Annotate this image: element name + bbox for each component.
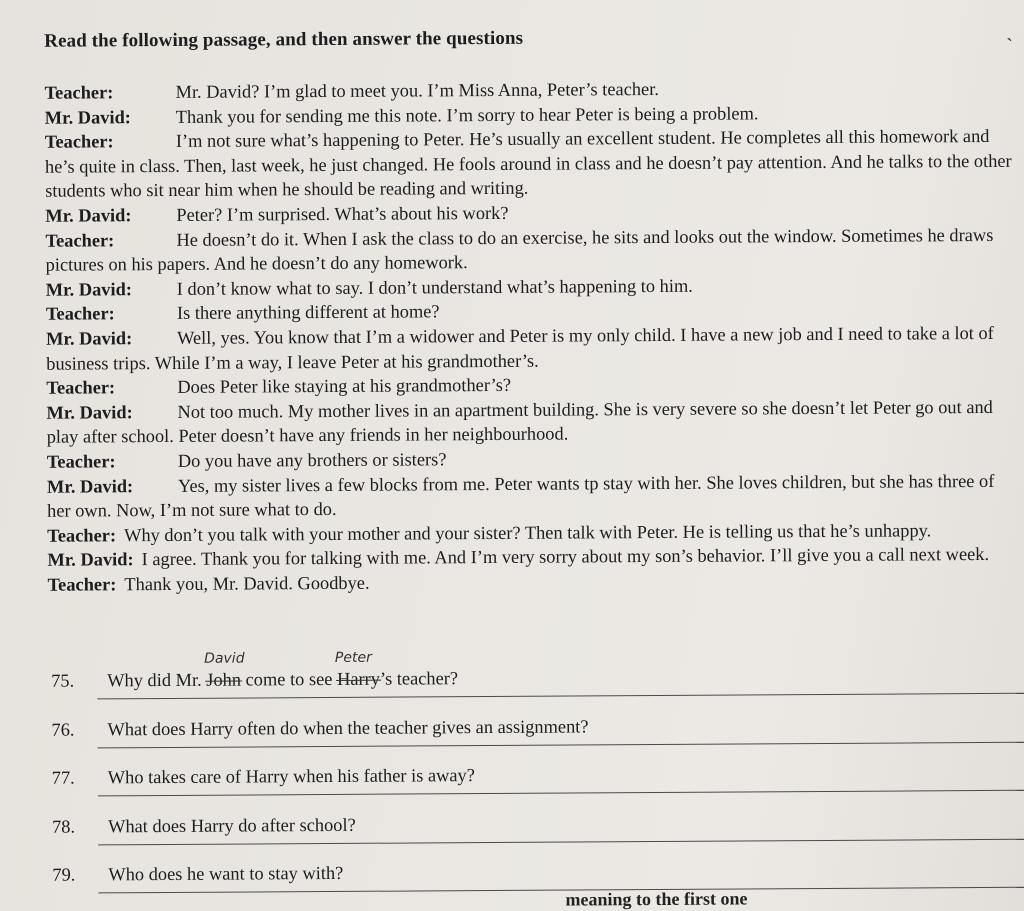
dialogue-text: Thank you for sending me this note. I’m sorry to hear Peter is being a problem. <box>175 102 759 127</box>
dialogue-text: Well, yes. You know that I’m a widower and Peter is my only child. I have a new job and I need to take a lot of business trips. While I’m a way, I leave Peter at his grandmother’s. <box>46 322 994 374</box>
answer-line[interactable] <box>98 887 1024 894</box>
dialogue-text: I don’t know what to say. I don’t understand what’s happening to him. <box>176 275 693 299</box>
dialogue-turn <box>46 395 1018 450</box>
question-item <box>52 782 1024 836</box>
speaker-label: Teacher: <box>45 303 115 325</box>
dialogue-text: Thank you, Mr. David. Goodbye. <box>124 572 370 595</box>
question-text: Who does he want to stay with? <box>108 862 344 885</box>
dialogue-turn <box>46 321 1018 376</box>
crossed-out-word <box>334 649 380 690</box>
speaker-label: Mr. David: <box>45 205 132 226</box>
question-item <box>52 831 1024 885</box>
question-text: What does Harry do after school? <box>107 814 356 836</box>
dialogue-passage <box>44 75 1019 597</box>
speaker-label: Mr. David: <box>44 106 131 128</box>
struck-word: Harry <box>336 668 380 689</box>
question-item <box>51 637 1024 691</box>
dialogue-text: Do you have any brothers or sisters? <box>177 449 447 471</box>
question-number: 75. <box>51 670 75 691</box>
handwritten-correction: David <box>204 650 245 667</box>
dialogue-text: Is there anything different at home? <box>176 301 440 324</box>
speaker-label: Mr. David: <box>47 549 134 571</box>
dialogue-text: Peter? I’m surprised. What’s about his work? <box>176 202 509 225</box>
dialogue-text: Why don’t you talk with your mother and your sister? Then talk with Peter. He is telling us that he’s unhappy. <box>123 520 932 545</box>
dialogue-turn <box>47 567 1019 598</box>
question-text: Who takes care of Harry when his father is away? <box>107 765 475 788</box>
dialogue-text: Yes, my sister lives a few blocks from me. Peter wants tp stay with her. She loves children, but she has three of her own. Now, I’m not sure what to do. <box>47 470 995 521</box>
question-item <box>52 734 1024 788</box>
dialogue-turn <box>45 222 1017 277</box>
question-text-part: come to see <box>240 668 338 690</box>
speaker-label: Teacher: <box>45 229 115 251</box>
pen-mark: ˎ <box>1006 19 1013 42</box>
speaker-label: Mr. David: <box>45 278 133 300</box>
speaker-label: Teacher: <box>46 451 116 472</box>
question-number: 78. <box>51 816 76 837</box>
question-text-part: ’s teacher? <box>379 668 459 689</box>
dialogue-text: He doesn’t do it. When I ask the class to do an exercise, he sits and looks out the window. Sometimes he draws pictures on his papers. And he doesn’t do any homework. <box>45 224 994 275</box>
question-text: What does Harry often do when the teacher gives an assignment? <box>107 715 589 739</box>
speaker-label: Teacher: <box>46 377 116 398</box>
question-item <box>51 685 1024 739</box>
dialogue-turn <box>45 124 1017 204</box>
struck-word: John <box>206 669 242 690</box>
question-list <box>51 637 1024 885</box>
speaker-label: Mr. David: <box>46 328 133 349</box>
question-number: 77. <box>51 767 75 788</box>
speaker-label: Teacher: <box>47 524 117 546</box>
dialogue-turn <box>47 468 1019 523</box>
dialogue-text: I agree. Thank you for talking with me. And I’m very sorry about my son’s behavior. I’ll give you a call next week. <box>141 544 990 570</box>
speaker-label: Teacher: <box>47 574 117 595</box>
question-number: 79. <box>52 864 76 885</box>
handwritten-correction: Peter <box>334 649 372 666</box>
instructions-heading: Read the following passage, and then answer the questions <box>44 27 524 52</box>
cut-off-next-section-text: meaning to the first one <box>565 888 748 910</box>
speaker-label: Mr. David: <box>46 401 133 423</box>
speaker-label: Teacher: <box>44 131 114 152</box>
question-text-part: Why did Mr. <box>107 669 207 691</box>
speaker-label: Teacher: <box>44 82 114 103</box>
dialogue-text: Does Peter like staying at his grandmother’s? <box>177 375 512 398</box>
speaker-label: Mr. David: <box>46 475 134 497</box>
question-text <box>107 649 459 691</box>
dialogue-text: I’m not sure what’s happening to Peter. He’s usually an excellent student. He completes all this homework and he’s quite in class. Then, last week, he just changed. He fools around in class and he doesn’t pay attention. And he talks to the other students who sit near him when he should be reading and writing. <box>44 126 1012 202</box>
dialogue-text: Not too much. My mother lives in an apartment building. She is very severe so she doesn’t let Peter go out and play after school. Peter doesn’t have any friends in her neighbourhood. <box>46 396 993 448</box>
crossed-out-word <box>204 650 245 691</box>
dialogue-text: Mr. David? I’m glad to meet you. I’m Miss Anna, Peter’s teacher. <box>175 78 659 102</box>
question-number: 76. <box>51 719 75 740</box>
